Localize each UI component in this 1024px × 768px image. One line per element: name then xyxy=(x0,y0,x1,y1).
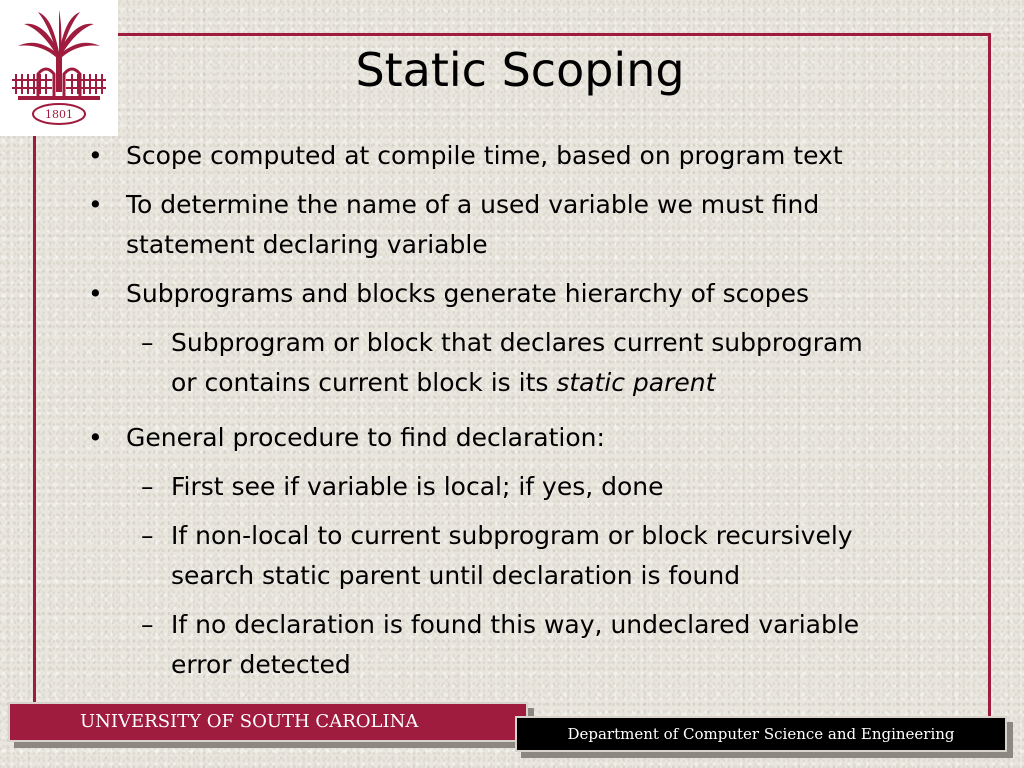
emphasis-static-parent: static parent xyxy=(556,368,716,397)
bullet-marker: • xyxy=(88,279,103,308)
sub-bullet-marker: – xyxy=(141,521,154,550)
sub-bullet-text: error detected xyxy=(171,650,351,679)
slide-title: Static Scoping xyxy=(355,43,685,97)
sub-bullet-marker: – xyxy=(141,610,154,639)
sub-bullet-marker: – xyxy=(141,328,154,357)
footer-university-banner xyxy=(8,702,528,742)
bullet-marker: • xyxy=(88,423,103,452)
sub-bullet-item xyxy=(80,467,960,507)
sub-bullet-text: search static parent until declaration is found xyxy=(171,561,741,590)
bullet-item xyxy=(80,418,960,458)
bullet-item xyxy=(80,274,960,314)
bullet-marker: • xyxy=(88,190,103,219)
slide-body xyxy=(80,136,960,685)
sub-bullet-text: If non-local to current subprogram or block recursively xyxy=(171,521,853,550)
footer-department-banner xyxy=(515,716,1007,752)
sub-bullet-text: If no declaration is found this way, undeclared variable xyxy=(171,610,860,639)
bullet-item xyxy=(80,136,960,176)
sub-bullet-item xyxy=(80,323,960,403)
footer-department-name: Department of Computer Science and Engineering xyxy=(567,725,955,743)
footer-university-name: UNIVERSITY OF SOUTH CAROLINA xyxy=(80,711,419,732)
bullet-text: To determine the name of a used variable we must find xyxy=(126,190,820,219)
sub-bullet-item xyxy=(80,516,960,596)
frame-right-border xyxy=(988,33,991,719)
sub-bullet-marker: – xyxy=(141,472,154,501)
sub-bullet-item xyxy=(80,605,960,685)
bullet-text: statement declaring variable xyxy=(126,230,488,259)
sub-bullet-text: Subprogram or block that declares current subprogram xyxy=(171,328,863,357)
university-logo xyxy=(0,0,118,136)
sub-bullet-text: or contains current block is its xyxy=(171,368,557,397)
seal-year: 1801 xyxy=(45,108,73,121)
sub-bullet-text: First see if variable is local; if yes, done xyxy=(171,472,664,501)
bullet-item xyxy=(80,185,960,265)
bullet-text: Scope computed at compile time, based on program text xyxy=(126,141,843,170)
usc-palmetto-seal-icon xyxy=(8,8,110,128)
bullet-text: General procedure to find declaration: xyxy=(126,423,605,452)
bullet-marker: • xyxy=(88,141,103,170)
frame-left-border xyxy=(33,118,36,708)
bullet-text: Subprograms and blocks generate hierarchy of scopes xyxy=(126,279,809,308)
